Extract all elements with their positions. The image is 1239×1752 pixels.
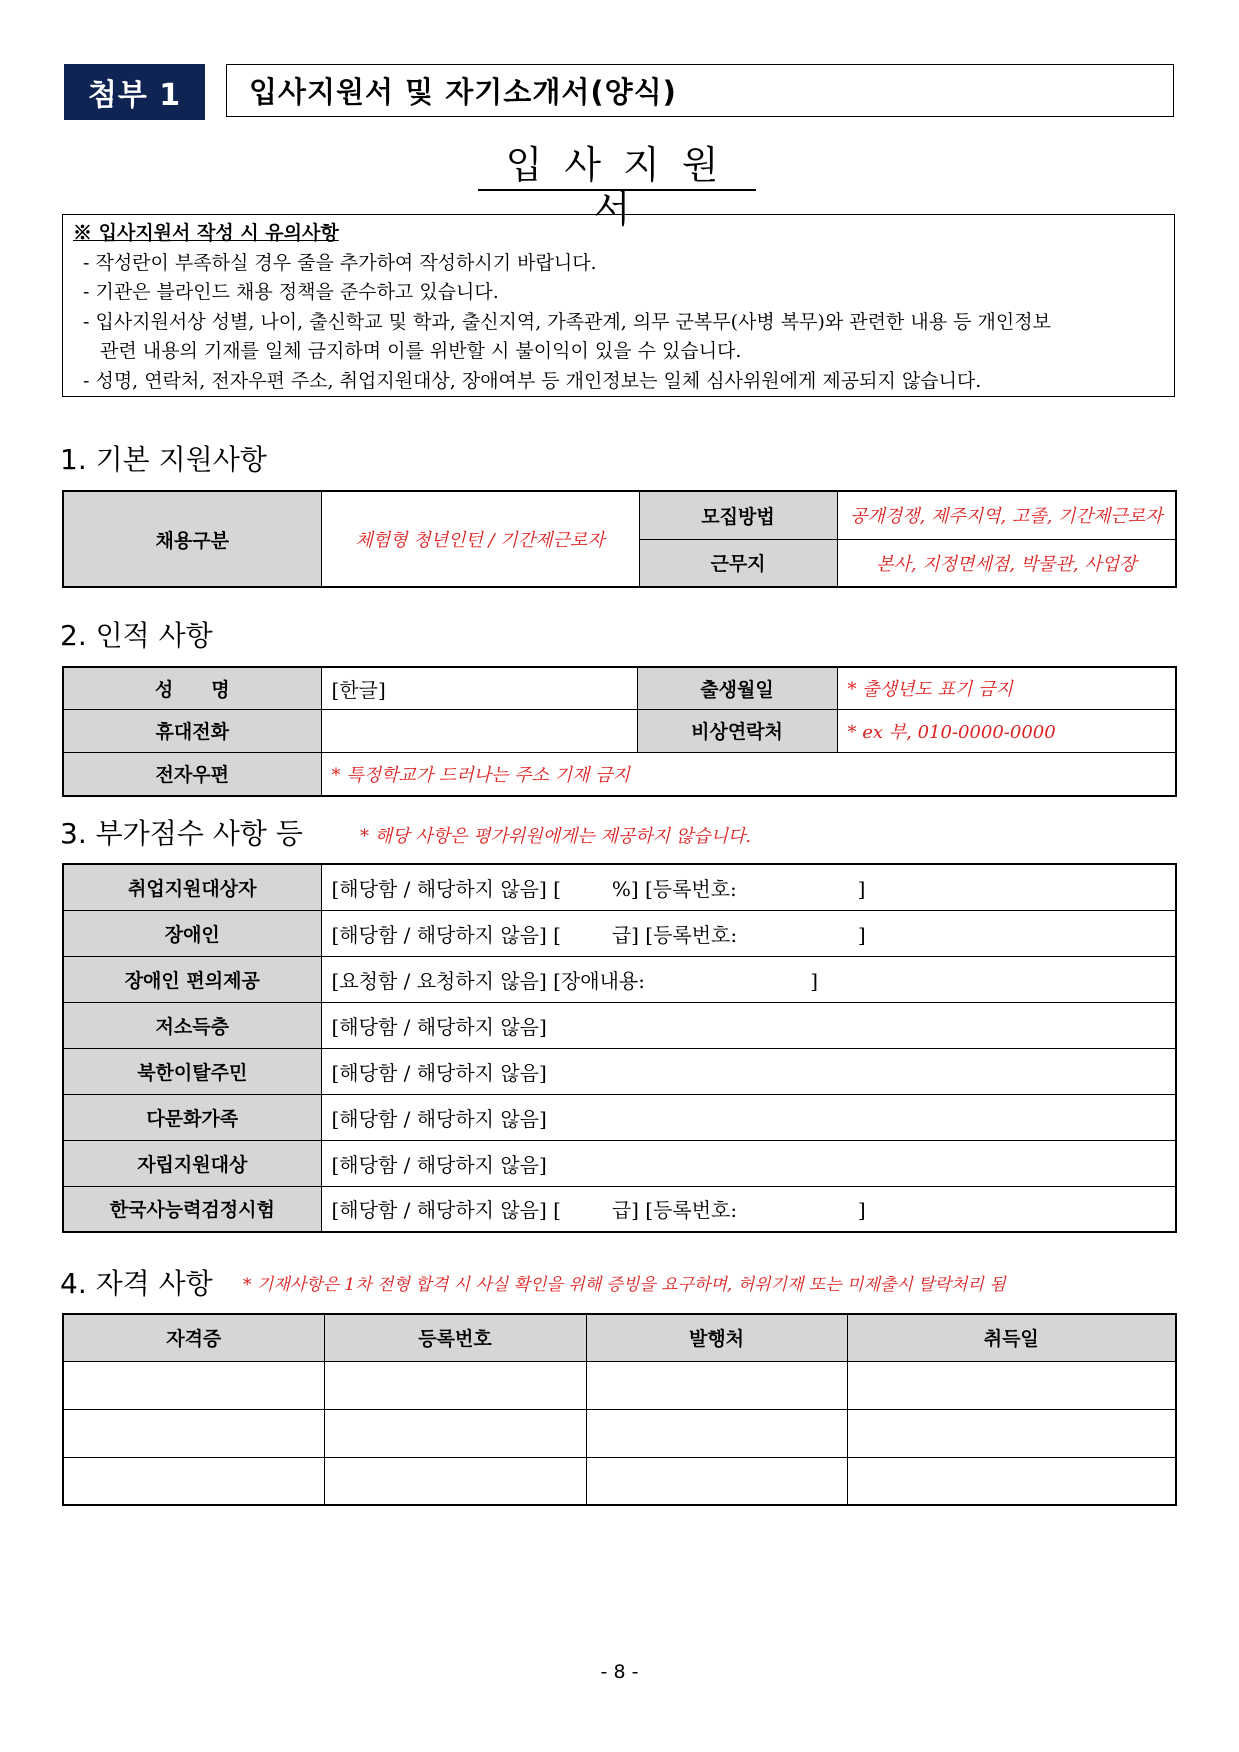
bonus-row-label: 장애인 [63,910,321,956]
bonus-row-label: 한국사능력검정시험 [63,1186,321,1232]
bonus-row-label: 북한이탈주민 [63,1048,321,1094]
bonus-row-label: 자립지원대상 [63,1140,321,1186]
section-2-title: 2. 인적 사항 [60,619,213,652]
issuer-cell[interactable] [586,1409,847,1457]
section-1-title: 1. 기본 지원사항 [60,443,267,476]
birth-label: 출생월일 [637,667,837,709]
section-4-note: * 기재사항은 1차 전형 합격 시 사실 확인을 위해 증빙을 요구하며, 허위기재 또는 미제출시 탈락처리 됨 [243,1275,1006,1295]
birth-field[interactable]: * 출생년도 표기 금지 [837,667,1176,709]
phone-field[interactable] [321,709,637,752]
bonus-row-value[interactable]: [요청함 / 요청하지 않음] [장애내용: ] [321,956,1176,1002]
basic-info-table [62,490,1177,588]
certificate-cell[interactable] [63,1409,324,1457]
employment-type-label: 채용구분 [63,491,321,587]
bonus-points-table [62,863,1177,1233]
notice-line: - 성명, 연락처, 전자우편 주소, 취업지원대상, 장애여부 등 개인정보는 일체 심사위원에게 제공되지 않습니다. [83,369,982,392]
bonus-row-value[interactable]: [해당함 / 해당하지 않음] [321,1140,1176,1186]
section-4-title: 4. 자격 사항 [60,1267,213,1300]
col-header-certificate: 자격증 [63,1314,324,1361]
personal-info-table [62,666,1177,797]
notice-box [62,214,1175,397]
bonus-row-value[interactable]: [해당함 / 해당하지 않음] [ 급] [등록번호: ] [321,1186,1176,1232]
name-field[interactable]: [한글] [321,667,637,709]
email-label: 전자우편 [63,752,321,796]
issuer-cell[interactable] [586,1457,847,1505]
bonus-row-value[interactable]: [해당함 / 해당하지 않음] [321,1094,1176,1140]
section-3-note: * 해당 사항은 평가위원에게는 제공하지 않습니다. [360,826,752,847]
form-header-title: 입사지원서 및 자기소개서(양식) [226,64,1174,117]
bonus-row-value[interactable]: [해당함 / 해당하지 않음] [ %] [등록번호: ] [321,864,1176,910]
table-row [63,1457,1176,1505]
employment-type-value[interactable]: 체험형 청년인턴 / 기간제근로자 [321,491,639,587]
bonus-row-label: 저소득층 [63,1002,321,1048]
acquired-date-cell[interactable] [847,1457,1176,1505]
emergency-contact-label: 비상연락처 [637,709,837,752]
table-row [63,1409,1176,1457]
phone-label: 휴대전화 [63,709,321,752]
name-label: 성 명 [63,667,321,709]
issuer-cell[interactable] [586,1361,847,1409]
registration-number-cell[interactable] [324,1457,586,1505]
registration-number-cell[interactable] [324,1361,586,1409]
bonus-row-label: 취업지원대상자 [63,864,321,910]
acquired-date-cell[interactable] [847,1361,1176,1409]
bonus-row-value[interactable]: [해당함 / 해당하지 않음] [321,1002,1176,1048]
bonus-row-label: 다문화가족 [63,1094,321,1140]
notice-line: - 입사지원서상 성별, 나이, 출신학교 및 학과, 출신지역, 가족관계, 의무 군복무(사병 복무)와 관련한 내용 등 개인정보 [83,310,1051,333]
notice-line: - 작성란이 부족하실 경우 줄을 추가하여 작성하시기 바랍니다. [83,251,597,274]
bonus-row-value[interactable]: [해당함 / 해당하지 않음] [321,1048,1176,1094]
certificate-cell[interactable] [63,1361,324,1409]
bonus-row-value[interactable]: [해당함 / 해당하지 않음] [ 급] [등록번호: ] [321,910,1176,956]
section-3-title: 3. 부가점수 사항 등 [60,817,303,850]
page-number: - 8 - [600,1661,639,1683]
col-header-issuer: 발행처 [586,1314,847,1361]
emergency-contact-field[interactable]: * ex 부, 010-0000-0000 [837,709,1176,752]
table-row [63,1361,1176,1409]
qualifications-table [62,1313,1177,1506]
notice-line: - 기관은 블라인드 채용 정책을 준수하고 있습니다. [83,281,499,303]
acquired-date-cell[interactable] [847,1409,1176,1457]
recruit-method-label: 모집방법 [639,491,837,539]
col-header-acquired-date: 취득일 [847,1314,1176,1361]
col-header-registration-number: 등록번호 [324,1314,586,1361]
notice-title: ※ 입사지원서 작성 시 유의사항 [73,222,339,244]
bonus-row-label: 장애인 편의제공 [63,956,321,1002]
email-field[interactable]: * 특정학교가 드러나는 주소 기재 금지 [321,752,1176,796]
attachment-badge: 첨부 1 [64,64,205,120]
notice-line: 관련 내용의 기재를 일체 금지하며 이를 위반할 시 불이익이 있을 수 있습니다. [100,340,742,362]
recruit-method-value[interactable]: 공개경쟁, 제주지역, 고졸, 기간제근로자 [837,491,1176,539]
workplace-value[interactable]: 본사, 지정면세점, 박물관, 사업장 [837,539,1176,587]
page-title: 입사지원서 [478,143,756,191]
workplace-label: 근무지 [639,539,837,587]
certificate-cell[interactable] [63,1457,324,1505]
registration-number-cell[interactable] [324,1409,586,1457]
